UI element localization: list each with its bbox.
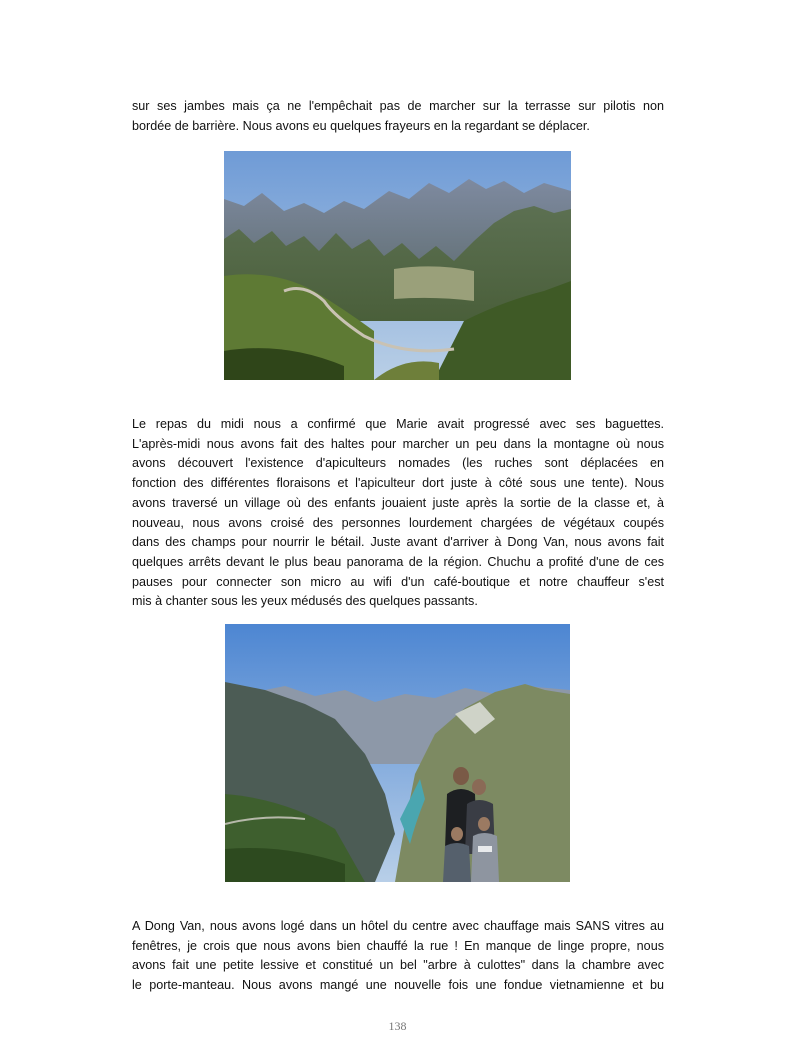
text-line: sur ses jambes mais ça ne l'empêchait pas de marcher sur la terrasse sur pilotis non xyxy=(132,99,664,113)
text-line: L'après-midi nous avons fait des haltes pour marcher un peu dans la montagne où nous xyxy=(132,436,664,451)
text-line: dans des champs pour nourrir le bétail. Juste avant d'arriver à Dong Van, nous avons fait xyxy=(132,535,664,550)
paragraph-2 xyxy=(132,415,664,612)
photo-mountain-valley xyxy=(224,151,571,380)
page-number: 138 xyxy=(388,1019,407,1033)
text-line: nouveau, nous avons croisé des personnes lourdement chargées de végétaux coupés xyxy=(132,515,664,530)
text-line: fonction des différentes floraisons et l'apiculteur dort juste à côté sous une tente). Nous xyxy=(132,476,664,491)
text-line: bordée de barrière. Nous avons eu quelques frayeurs en la regardant se déplacer. xyxy=(132,118,590,133)
text-line: avons traversé un village où des enfants jouaient juste après la sortie de la classe et, à xyxy=(132,495,664,510)
text-line: pauses pour connecter son micro au wifi d'un café-boutique et notre chauffeur s'est xyxy=(132,574,664,589)
paragraph-1 xyxy=(132,97,664,136)
text-line: Le repas du midi nous a confirmé que Marie avait progressé avec ses baguettes. xyxy=(132,417,664,431)
text-line: fenêtres, je crois que nous avons bien chauffé la rue ! En manque de linge propre, nous xyxy=(132,938,664,953)
text-line: avons découvert l'existence d'apiculteurs nomades (les ruches sont déplacées en xyxy=(132,456,664,471)
text-line: A Dong Van, nous avons logé dans un hôtel du centre avec chauffage mais SANS vitres au xyxy=(132,919,664,933)
text-line: mis à chanter sous les yeux médusés des quelques passants. xyxy=(132,594,478,609)
text-line: avons fait une petite lessive et constitué un bel "arbre à culottes" dans la chambre avec xyxy=(132,958,664,973)
text-line: quelques arrêts devant le plus beau panorama de la région. Chuchu a profité d'une de ces xyxy=(132,554,664,569)
text-line: le porte-manteau. Nous avons mangé une nouvelle fois une fondue vietnamienne et bu xyxy=(132,978,664,993)
photo-family-gorge xyxy=(225,624,570,882)
paragraph-3 xyxy=(132,917,664,996)
